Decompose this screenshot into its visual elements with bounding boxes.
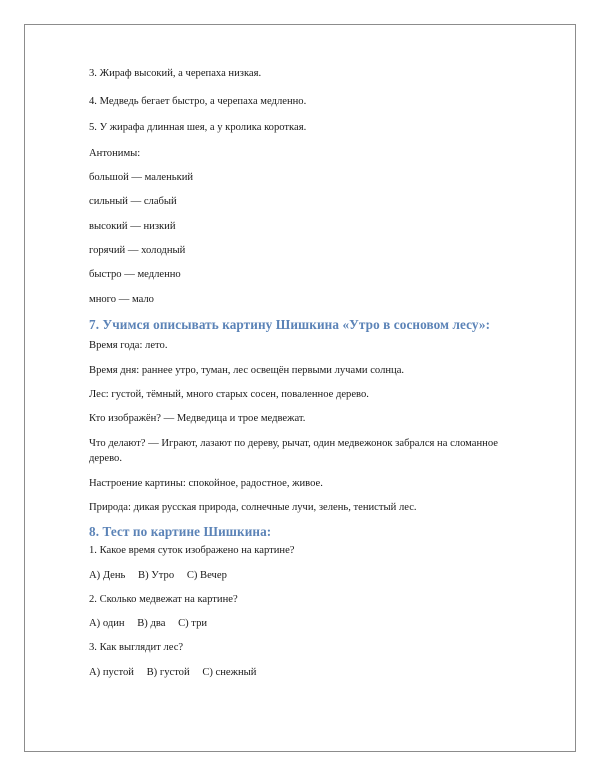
antonym-pair: горячий — холодный — [89, 245, 186, 256]
test-option: B) два — [137, 618, 166, 629]
answer-line-4: 4. Медведь бегает быстро, а черепаха медленно. — [89, 96, 307, 107]
description-line: Время года: лето. — [89, 340, 168, 351]
test-question: 2. Сколько медвежат на картине? — [89, 594, 238, 605]
test-option: C) три — [178, 618, 208, 629]
test-option: A) День — [89, 570, 126, 581]
antonym-pair: сильный — слабый — [89, 196, 177, 207]
test-option: B) Утро — [138, 570, 175, 581]
description-line: Природа: дикая русская природа, солнечные лучи, зелень, тенистый лес. — [89, 502, 417, 513]
answer-line-5: 5. У жирафа длинная шея, а у кролика короткая. — [89, 122, 307, 133]
test-option: B) густой — [146, 667, 190, 678]
description-line: Что делают? — Играют, лазают по дереву, рычат, один медвежонок забрался на сломанное дерево. — [89, 438, 498, 464]
antonym-pair: высокий — низкий — [89, 221, 176, 232]
test-options — [89, 665, 266, 680]
antonyms-label: Антонимы: — [89, 148, 141, 159]
antonym-pair: быстро — медленно — [89, 269, 181, 280]
section-8-heading: 8. Тест по картине Шишкина: — [89, 524, 272, 539]
test-option: C) Вечер — [186, 570, 227, 581]
answer-line-3: 3. Жираф высокий, а черепаха низкая. — [89, 68, 262, 79]
description-line: Время дня: раннее утро, туман, лес освещён первыми лучами солнца. — [89, 365, 405, 376]
antonym-pair: много — мало — [89, 294, 154, 305]
test-option: A) пустой — [89, 667, 134, 678]
description-line: Лес: густой, тёмный, много старых сосен, поваленное дерево. — [89, 389, 369, 400]
description-line: Кто изображён? — Медведица и трое медвежат. — [89, 413, 306, 424]
test-option: A) один — [89, 618, 125, 629]
description-line: Настроение картины: спокойное, радостное, живое. — [89, 478, 323, 489]
test-question: 1. Какое время суток изображено на картине? — [89, 545, 295, 556]
test-options — [89, 568, 237, 583]
section-7-heading: 7. Учимся описывать картину Шишкина «Утро в сосновом лесу»: — [89, 317, 491, 332]
test-question: 3. Как выглядит лес? — [89, 642, 184, 653]
antonym-pair: большой — маленький — [89, 172, 194, 183]
test-option: C) снежный — [202, 667, 257, 678]
test-options — [89, 616, 217, 631]
